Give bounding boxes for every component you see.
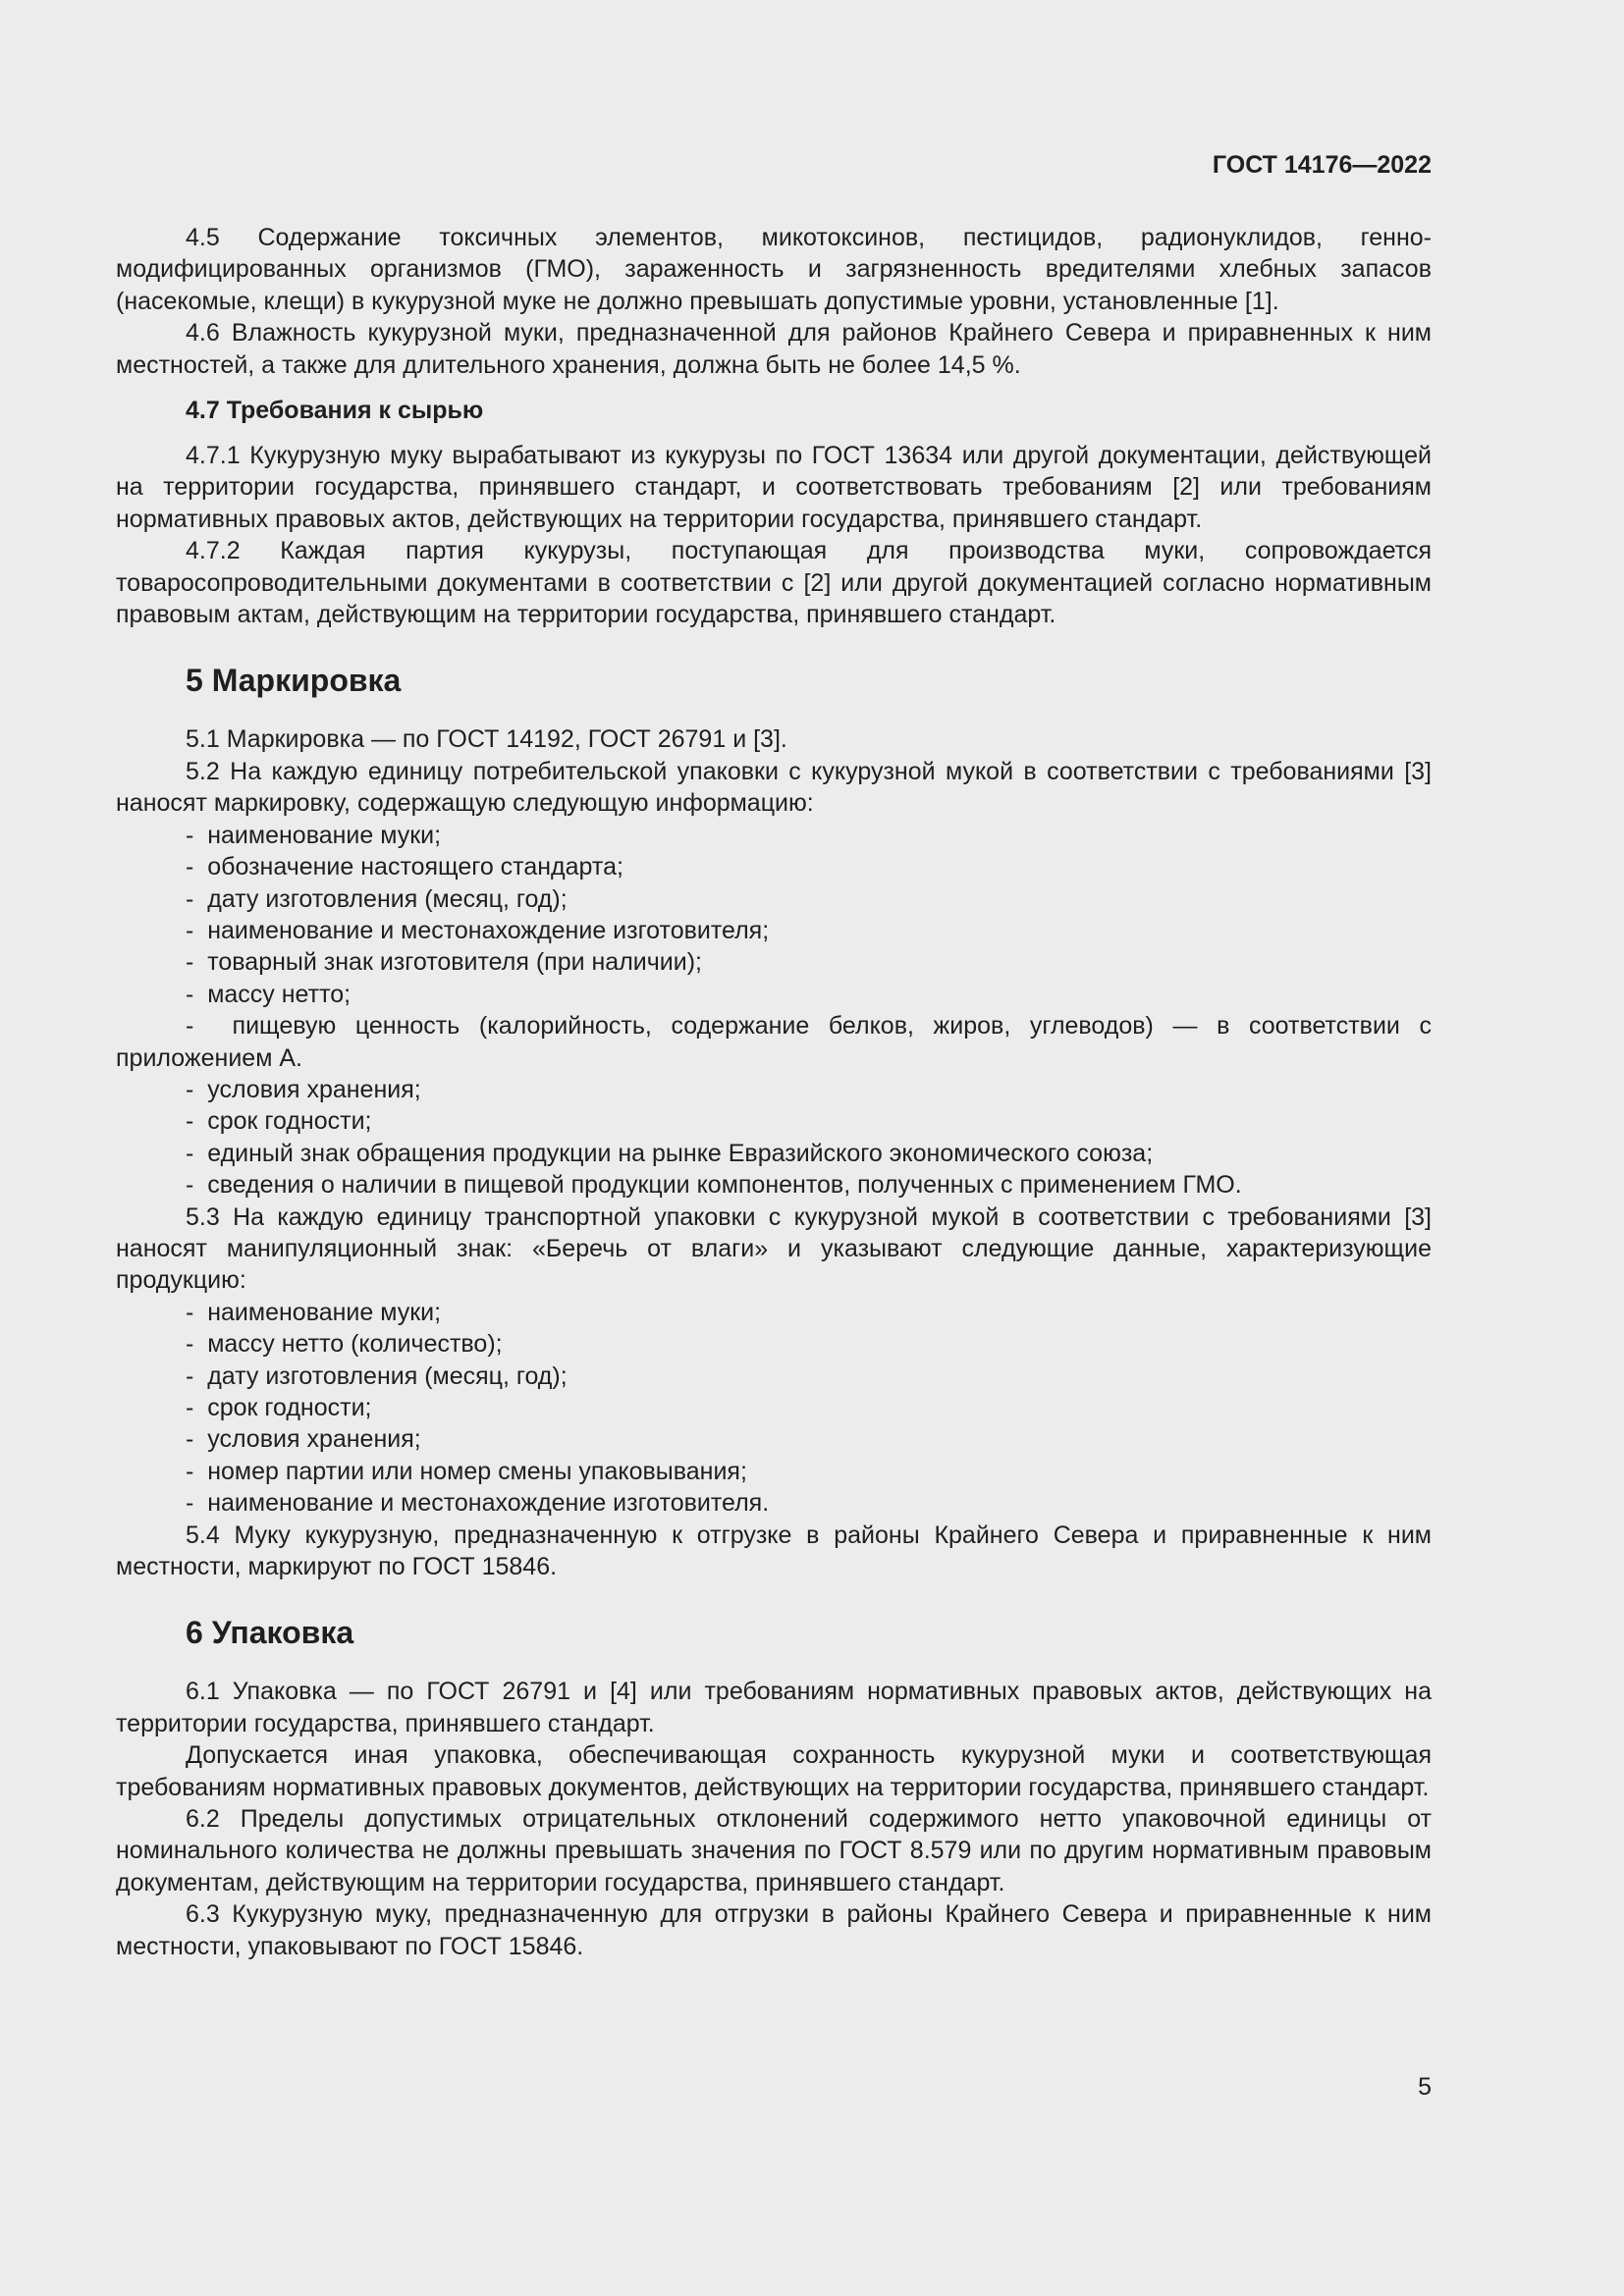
paragraph-5-1: 5.1 Маркировка — по ГОСТ 14192, ГОСТ 26791 и [3]. bbox=[186, 725, 787, 754]
paragraph-4-7-1: 4.7.1 Кукурузную муку вырабатывают из кукурузы по ГОСТ 13634 или другой документации, действующей на территории государства, принявшего стандарт, и соответствовать требованиям [2] или требованиям нормативных правовых актов, действующих на территории государства, принявшего стандарт. bbox=[116, 442, 1432, 533]
list-item: - сведения о наличии в пищевой продукции компонентов, полученных с применением ГМО. bbox=[116, 1169, 1432, 1201]
document-header: ГОСТ 14176—2022 bbox=[1212, 151, 1432, 179]
list-item: - условия хранения; bbox=[116, 1074, 1432, 1105]
list-item: - обозначение настоящего стандарта; bbox=[116, 851, 1432, 882]
list-item: - наименование муки; bbox=[116, 820, 1432, 851]
paragraph-5-4: 5.4 Муку кукурузную, предназначенную к отгрузке в районы Крайнего Севера и приравненные к ним местности, маркируют по ГОСТ 15846. bbox=[116, 1521, 1432, 1581]
paragraph-6-3: 6.3 Кукурузную муку, предназначенную для отгрузки в районы Крайнего Севера и приравненные к ним местности, упаковывают по ГОСТ 15846. bbox=[116, 1900, 1432, 1960]
list-item: - дату изготовления (месяц, год); bbox=[116, 1361, 1432, 1392]
list-item: - условия хранения; bbox=[116, 1423, 1432, 1455]
list-item: - наименование и местонахождение изготовителя; bbox=[116, 915, 1432, 946]
list-item: - товарный знак изготовителя (при наличии); bbox=[116, 946, 1432, 978]
list-item: - массу нетто; bbox=[116, 979, 1432, 1010]
list-item: - номер партии или номер смены упаковывания; bbox=[116, 1456, 1432, 1487]
section-heading-6: 6 Упаковка bbox=[186, 1615, 354, 1651]
paragraph-6-1: 6.1 Упаковка — по ГОСТ 26791 и [4] или требованиям нормативных правовых актов, действующих на территории государства, принявшего стандарт. bbox=[116, 1678, 1432, 1737]
paragraph-4-7-2: 4.7.2 Каждая партия кукурузы, поступающая для производства муки, сопровождается товаросопроводительными документами в соответствии с [2] или другой документацией согласно нормативным правовым актам, действующим на территории государства, принявшего стандарт. bbox=[116, 537, 1432, 629]
section-heading-5: 5 Маркировка bbox=[186, 663, 402, 699]
list-item: - срок годности; bbox=[116, 1392, 1432, 1423]
paragraph-5-3: 5.3 На каждую единицу транспортной упаковки с кукурузной мукой в соответствии с требованиями [3] наносят манипуляционный знак: «Беречь от влаги» и указывают следующие данные, характеризующие продукцию: bbox=[116, 1202, 1432, 1295]
paragraph-6-1-extra: Допускается иная упаковка, обеспечивающая сохранность кукурузной муки и соответствующая требованиям нормативных правовых документов, действующих на территории государства, принявшего стандарт. bbox=[116, 1741, 1432, 1801]
list-5-2 bbox=[116, 820, 1432, 1201]
paragraph-5-2: 5.2 На каждую единицу потребительской упаковки с кукурузной мукой в соответствии с требованиями [3] наносят маркировку, содержащую следующую информацию: bbox=[116, 757, 1432, 818]
list-5-3 bbox=[116, 1297, 1432, 1520]
paragraph-4-6: 4.6 Влажность кукурузной муки, предназначенной для районов Крайнего Севера и приравненных к ним местностей, а также для длительного хранения, должна быть не более 14,5 %. bbox=[116, 319, 1432, 379]
paragraph-6-2: 6.2 Пределы допустимых отрицательных отклонений содержимого нетто упаковочной единицы от номинального количества не должны превышать значения по ГОСТ 8.579 или по другим нормативным правовым документам, действующим на территории государства, принявшего стандарт. bbox=[116, 1805, 1432, 1896]
list-item: - пищевую ценность (калорийность, содержание белков, жиров, углеводов) — в соответствии с приложением А. bbox=[116, 1010, 1432, 1074]
page-number-text: 5 bbox=[1418, 2073, 1432, 2101]
list-item: - дату изготовления (месяц, год); bbox=[116, 883, 1432, 915]
document-page bbox=[116, 145, 1432, 1962]
subheading-4-7: 4.7 Требования к сырью bbox=[186, 397, 484, 425]
list-item: - наименование и местонахождение изготовителя. bbox=[116, 1487, 1432, 1519]
paragraph-4-5: 4.5 Содержание токсичных элементов, микотоксинов, пестицидов, радионуклидов, генно-модифицированных организмов (ГМО), зараженность и загрязненность вредителями хлебных запасов (насекомые, клещи) в кукурузной муке не должно превышать допустимые уровни, установленные [1]. bbox=[116, 224, 1432, 315]
list-item: - массу нетто (количество); bbox=[116, 1328, 1432, 1360]
list-item: - наименование муки; bbox=[116, 1297, 1432, 1328]
list-item: - единый знак обращения продукции на рынке Евразийского экономического союза; bbox=[116, 1138, 1432, 1169]
list-item: - срок годности; bbox=[116, 1105, 1432, 1137]
